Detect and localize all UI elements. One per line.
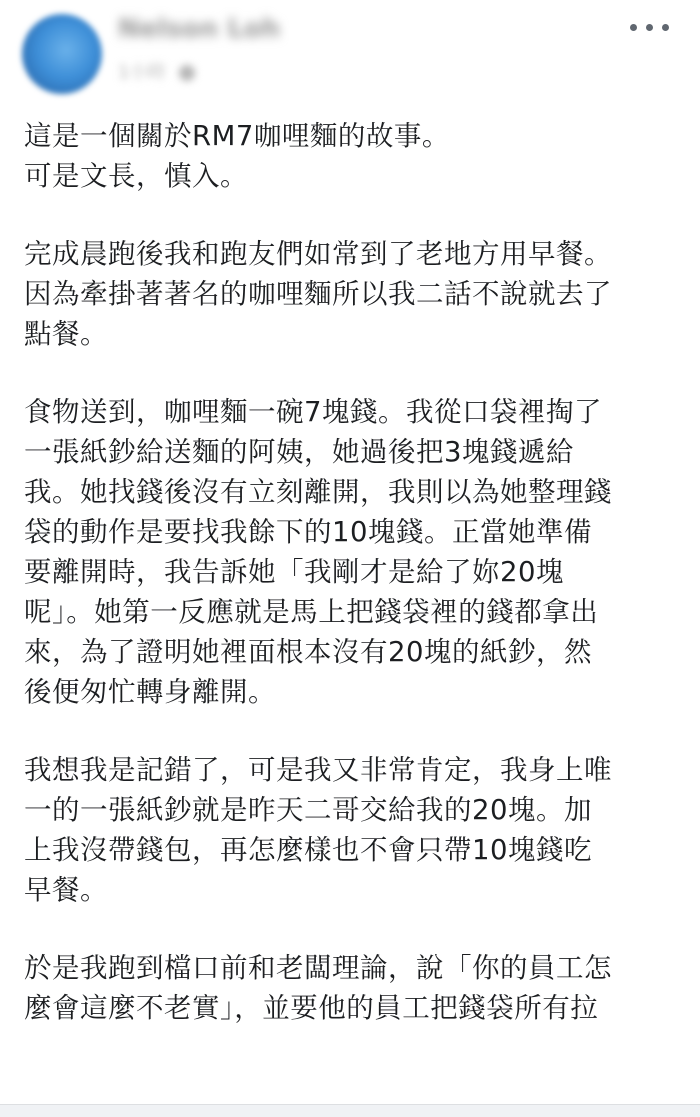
post-line: 點餐。 bbox=[24, 318, 108, 350]
post-line: 我想我是記錯了，可是我又非常肯定，我身上唯 bbox=[24, 754, 612, 786]
post-line: 早餐。 bbox=[24, 874, 108, 906]
post-line: 來，為了證明她裡面根本沒有20塊的紙鈔，然 bbox=[24, 636, 592, 668]
post-line: 這是一個關於RM7咖哩麵的故事。 bbox=[24, 120, 450, 152]
post-line: 袋的動作是要找我餘下的10塊錢。正當她準備 bbox=[24, 516, 592, 548]
post-paragraph bbox=[24, 116, 680, 196]
post-line: 要離開時，我告訴她「我剛才是給了妳20塊 bbox=[24, 556, 564, 588]
globe-icon bbox=[179, 65, 195, 81]
post-line: 我。她找錢後沒有立刻離開，我則以為她整理錢 bbox=[24, 476, 612, 508]
more-dot-icon bbox=[662, 24, 669, 31]
post-line: 完成晨跑後我和跑友們如常到了老地方用早餐。 bbox=[24, 238, 612, 270]
post-line: 可是文長，慎入。 bbox=[24, 160, 248, 192]
post-header bbox=[0, 0, 700, 100]
post-line: 一的一張紙鈔就是昨天二哥交給我的20塊。加 bbox=[24, 794, 592, 826]
post-line: 食物送到，咖哩麵一碗7塊錢。我從口袋裡掏了 bbox=[24, 396, 602, 428]
comment-bar-edge bbox=[0, 1104, 700, 1117]
post-line: 後便匆忙轉身離開。 bbox=[24, 676, 276, 708]
post-paragraph bbox=[24, 234, 680, 354]
more-options-button[interactable] bbox=[630, 18, 670, 38]
post-line: 呢」。她第一反應就是馬上把錢袋裡的錢都拿出 bbox=[24, 596, 599, 628]
post-body bbox=[24, 116, 680, 1066]
post-line: 一張紙鈔給送麵的阿姨，她過後把3塊錢遞給 bbox=[24, 436, 574, 468]
post-timestamp[interactable] bbox=[118, 58, 195, 84]
post-line: 麼會這麼不老實」，並要他的員工把錢袋所有拉 bbox=[24, 992, 599, 1024]
avatar[interactable] bbox=[22, 14, 102, 94]
timestamp-text: 1小時 bbox=[118, 62, 166, 83]
post-line: 於是我跑到檔口前和老闆理論，說「你的員工怎 bbox=[24, 952, 612, 984]
post-paragraph bbox=[24, 948, 680, 1028]
post-paragraph bbox=[24, 750, 680, 910]
more-dot-icon bbox=[646, 24, 653, 31]
post-line: 因為牽掛著著名的咖哩麵所以我二話不說就去了 bbox=[24, 278, 612, 310]
post-line: 上我沒帶錢包，再怎麼樣也不會只帶10塊錢吃 bbox=[24, 834, 592, 866]
author-name[interactable]: Nelson Loh bbox=[118, 14, 281, 44]
more-horizontal-icon bbox=[630, 24, 637, 31]
post-paragraph bbox=[24, 392, 680, 712]
